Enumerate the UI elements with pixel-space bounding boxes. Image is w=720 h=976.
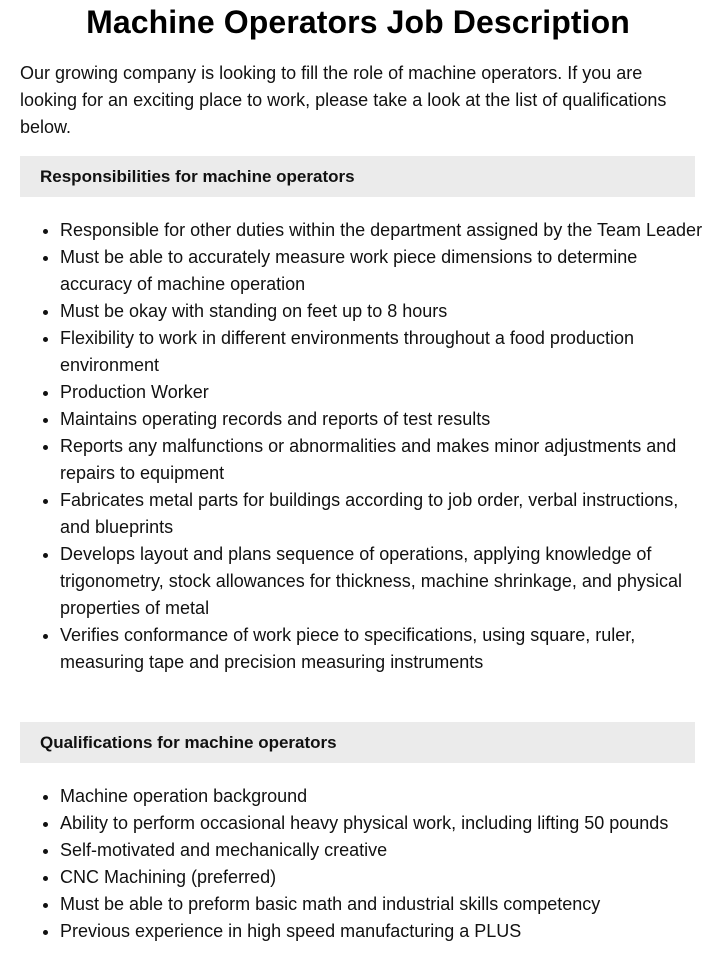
list-item: • Fabricates metal parts for buildings according to job order, verbal instructions, and blueprints [60, 487, 710, 541]
qualifications-heading: Qualifications for machine operators [40, 732, 337, 752]
page-title: Machine Operators Job Description [86, 4, 630, 40]
qualifications-section-header [20, 722, 695, 763]
responsibilities-section-header [20, 156, 695, 197]
list-item: • Previous experience in high speed manufacturing a PLUS [60, 918, 710, 945]
list-item: • Must be able to accurately measure work piece dimensions to determine accuracy of machine operation [60, 244, 710, 298]
qualifications-list [20, 783, 710, 945]
list-item: • Must be okay with standing on feet up to 8 hours [60, 298, 710, 325]
list-item: • Machine operation background [60, 783, 710, 810]
list-item: • Verifies conformance of work piece to specifications, using square, ruler, measuring tape and precision measuring instruments [60, 622, 710, 676]
responsibilities-list [20, 217, 710, 676]
intro-paragraph: Our growing company is looking to fill the role of machine operators. If you are looking for an exciting place to work, please take a look at the list of qualifications below. [20, 63, 667, 137]
list-item: • Reports any malfunctions or abnormalities and makes minor adjustments and repairs to equipment [60, 433, 710, 487]
list-item: • Ability to perform occasional heavy physical work, including lifting 50 pounds [60, 810, 710, 837]
list-item: • CNC Machining (preferred) [60, 864, 710, 891]
list-item: • Production Worker [60, 379, 710, 406]
list-item: • Flexibility to work in different environments throughout a food production environment [60, 325, 710, 379]
list-item: • Self-motivated and mechanically creative [60, 837, 710, 864]
list-item: • Responsible for other duties within the department assigned by the Team Leader [60, 217, 710, 244]
responsibilities-heading: Responsibilities for machine operators [40, 166, 355, 186]
list-item: • Develops layout and plans sequence of operations, applying knowledge of trigonometry, stock allowances for thickness, machine shrinkage, and physical properties of metal [60, 541, 710, 622]
list-item: • Must be able to preform basic math and industrial skills competency [60, 891, 710, 918]
list-item: • Maintains operating records and reports of test results [60, 406, 710, 433]
